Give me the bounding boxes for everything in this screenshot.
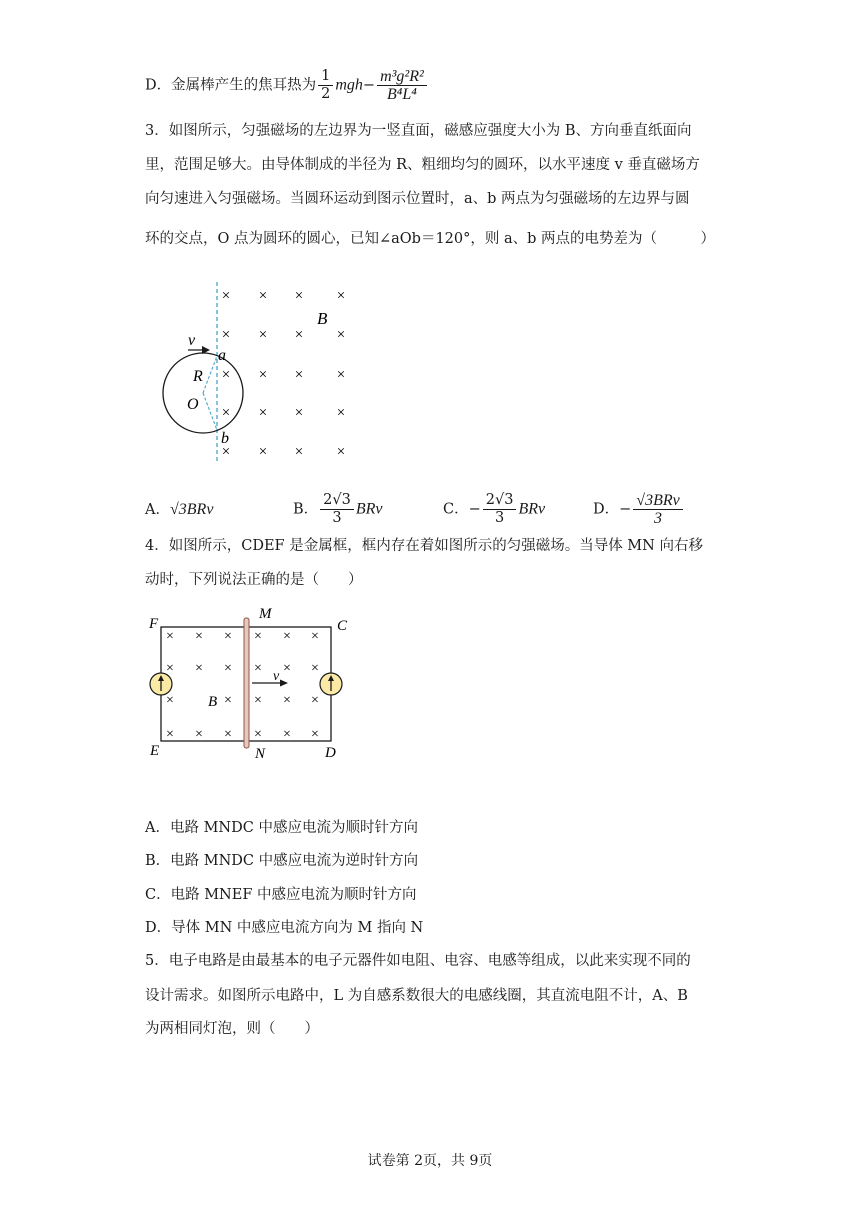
field-cross-mark: × — [311, 661, 319, 676]
label-b: b — [221, 430, 229, 447]
fraction-numerator: 1 — [318, 68, 333, 86]
fraction-denominator: 2 — [321, 86, 331, 102]
field-cross-mark: × — [336, 367, 346, 383]
velocity-arrow-head — [280, 680, 288, 687]
field-cross-mark: × — [195, 661, 203, 676]
q3-stem-line-3: 向匀速进入匀强磁场。当圆环运动到图示位置时，a、b 两点为匀强磁场的左边界与圆 — [145, 191, 690, 207]
q4-option-b: B．电路 MNDC 中感应电流为逆时针方向 — [145, 853, 419, 869]
label-v: v — [273, 669, 280, 684]
option-a-value: √3BRv — [169, 501, 214, 518]
q4-option-a: A．电路 MNDC 中感应电流为顺时针方向 — [145, 820, 418, 836]
field-cross-mark: × — [221, 367, 231, 383]
q3-options — [145, 492, 745, 532]
q4-stem-line-1: 4．如图所示，CDEF 是金属框，框内存在着如图所示的匀强磁场。当导体 MN 向右移 — [145, 538, 703, 554]
field-cross-mark: × — [166, 693, 174, 708]
field-cross-mark: × — [294, 444, 304, 460]
field-cross-mark: × — [254, 661, 262, 676]
q2-option-d-text: D．金属棒产生的焦耳热为 — [145, 77, 317, 94]
label-a: a — [218, 347, 226, 364]
conductor-rod-mn — [244, 618, 249, 748]
q3-stem-line-1: 3．如图所示，匀强磁场的左边界为一竖直面，磁感应强度大小为 B、方向垂直纸面向 — [145, 123, 692, 139]
field-cross-mark: × — [258, 444, 268, 460]
q2-option-d — [145, 68, 429, 103]
field-cross-mark: × — [336, 444, 346, 460]
q5-stem-line-3: 为两相同灯泡，则（ ） — [145, 1021, 319, 1037]
field-cross-mark: × — [283, 629, 291, 644]
field-cross-mark: × — [294, 405, 304, 421]
radius-oa — [203, 356, 217, 393]
q3-option-b — [293, 492, 383, 527]
label-M: M — [259, 606, 272, 622]
fraction-denominator: 3 — [332, 510, 342, 526]
q3-option-c — [443, 492, 545, 527]
q3-option-d — [593, 492, 685, 527]
fraction-denominator: 3 — [654, 510, 663, 527]
field-cross-mark: × — [224, 693, 232, 708]
option-d-fraction — [633, 492, 682, 527]
q4-stem-line-2: 动时，下列说法正确的是（ ） — [145, 572, 363, 588]
fraction-numerator: 2√3 — [483, 492, 517, 510]
q4-option-d: D．导体 MN 中感应电流方向为 M 指向 N — [145, 920, 424, 936]
field-cross-mark: × — [166, 727, 174, 742]
field-cross-mark: × — [283, 693, 291, 708]
q4-figure-metal-frame — [145, 600, 365, 770]
label-O: O — [187, 396, 199, 413]
label-B: B — [317, 309, 328, 328]
fraction-denominator: 3 — [495, 510, 505, 526]
fraction-joule — [377, 68, 427, 103]
option-c-tail: BRv — [518, 500, 546, 518]
minus-sign: − — [362, 77, 376, 94]
q5-stem-line-2: 设计需求。如图所示电路中，L 为自感系数很大的电感线圈，其直流电阻不计，A、B — [145, 988, 688, 1004]
option-c-label: C． — [443, 501, 469, 518]
galvanometer-right — [320, 673, 342, 695]
field-cross-mark: × — [258, 327, 268, 343]
field-cross-mark: × — [294, 327, 304, 343]
field-cross-mark: × — [224, 661, 232, 676]
field-cross-mark: × — [166, 629, 174, 644]
field-cross-mark: × — [283, 727, 291, 742]
q3-figure-ring-in-field — [150, 278, 370, 468]
field-cross-mark: × — [166, 661, 174, 676]
q3-stem-line-4: 环的交点，O 点为圆环的圆心，已知∠aOb＝120°，则 a、b 两点的电势差为（ ） — [145, 231, 716, 247]
field-cross-mark: × — [294, 367, 304, 383]
fraction-numerator: 2√3 — [320, 492, 354, 510]
option-d-label: D． — [593, 501, 620, 518]
q3-option-a — [145, 500, 213, 520]
fraction-denominator: B⁴L⁴ — [387, 86, 417, 103]
field-cross-mark: × — [258, 288, 268, 304]
field-cross-mark: × — [224, 727, 232, 742]
field-cross-mark: × — [336, 288, 346, 304]
label-D: D — [325, 745, 336, 761]
q3-stem-line-2: 里，范围足够大。由导体制成的半径为 R、粗细均匀的圆环，以水平速度 v 垂直磁场方 — [145, 157, 700, 173]
q4-option-c: C．电路 MNEF 中感应电流为顺时针方向 — [145, 887, 417, 903]
field-crosses — [166, 629, 319, 742]
label-C: C — [337, 618, 348, 634]
label-v: v — [188, 332, 196, 349]
page-footer: 试卷第 2页，共 9页 — [367, 1153, 493, 1169]
term-mgh: mgh — [335, 76, 363, 94]
field-cross-mark: × — [311, 629, 319, 644]
option-c-fraction — [483, 492, 517, 527]
field-cross-mark: × — [224, 629, 232, 644]
field-cross-mark: × — [336, 327, 346, 343]
q5-stem-line-1: 5．电子电路是由最基本的电子元器件如电阻、电容、电感等组成，以此来实现不同的 — [145, 953, 691, 969]
label-F: F — [149, 616, 159, 632]
option-b-label: B． — [293, 501, 319, 518]
option-c-sign: − — [468, 501, 481, 518]
field-cross-mark: × — [254, 693, 262, 708]
label-B: B — [208, 694, 218, 710]
option-a-label: A． — [145, 502, 170, 518]
field-cross-mark: × — [195, 727, 203, 742]
label-N: N — [255, 746, 266, 762]
field-cross-mark: × — [254, 629, 262, 644]
field-cross-mark: × — [221, 405, 231, 421]
field-cross-mark: × — [258, 367, 268, 383]
fraction-numerator: √3BRv — [633, 492, 682, 510]
label-E: E — [150, 743, 160, 759]
fraction-numerator: m³g²R² — [377, 68, 427, 86]
field-cross-mark: × — [254, 727, 262, 742]
field-cross-mark: × — [311, 727, 319, 742]
label-R: R — [193, 368, 203, 385]
field-cross-mark: × — [221, 288, 231, 304]
field-cross-mark: × — [294, 288, 304, 304]
galvanometer-left — [150, 673, 172, 695]
fraction-half — [318, 68, 333, 103]
field-cross-mark: × — [221, 327, 231, 343]
field-cross-mark: × — [258, 405, 268, 421]
field-cross-mark: × — [283, 661, 291, 676]
field-cross-mark: × — [221, 444, 231, 460]
field-cross-mark: × — [195, 629, 203, 644]
option-d-sign: − — [619, 501, 632, 518]
radius-ob — [203, 393, 217, 430]
option-b-fraction — [320, 492, 354, 527]
option-b-tail: BRv — [355, 500, 383, 518]
field-cross-mark: × — [311, 693, 319, 708]
field-cross-mark: × — [336, 405, 346, 421]
